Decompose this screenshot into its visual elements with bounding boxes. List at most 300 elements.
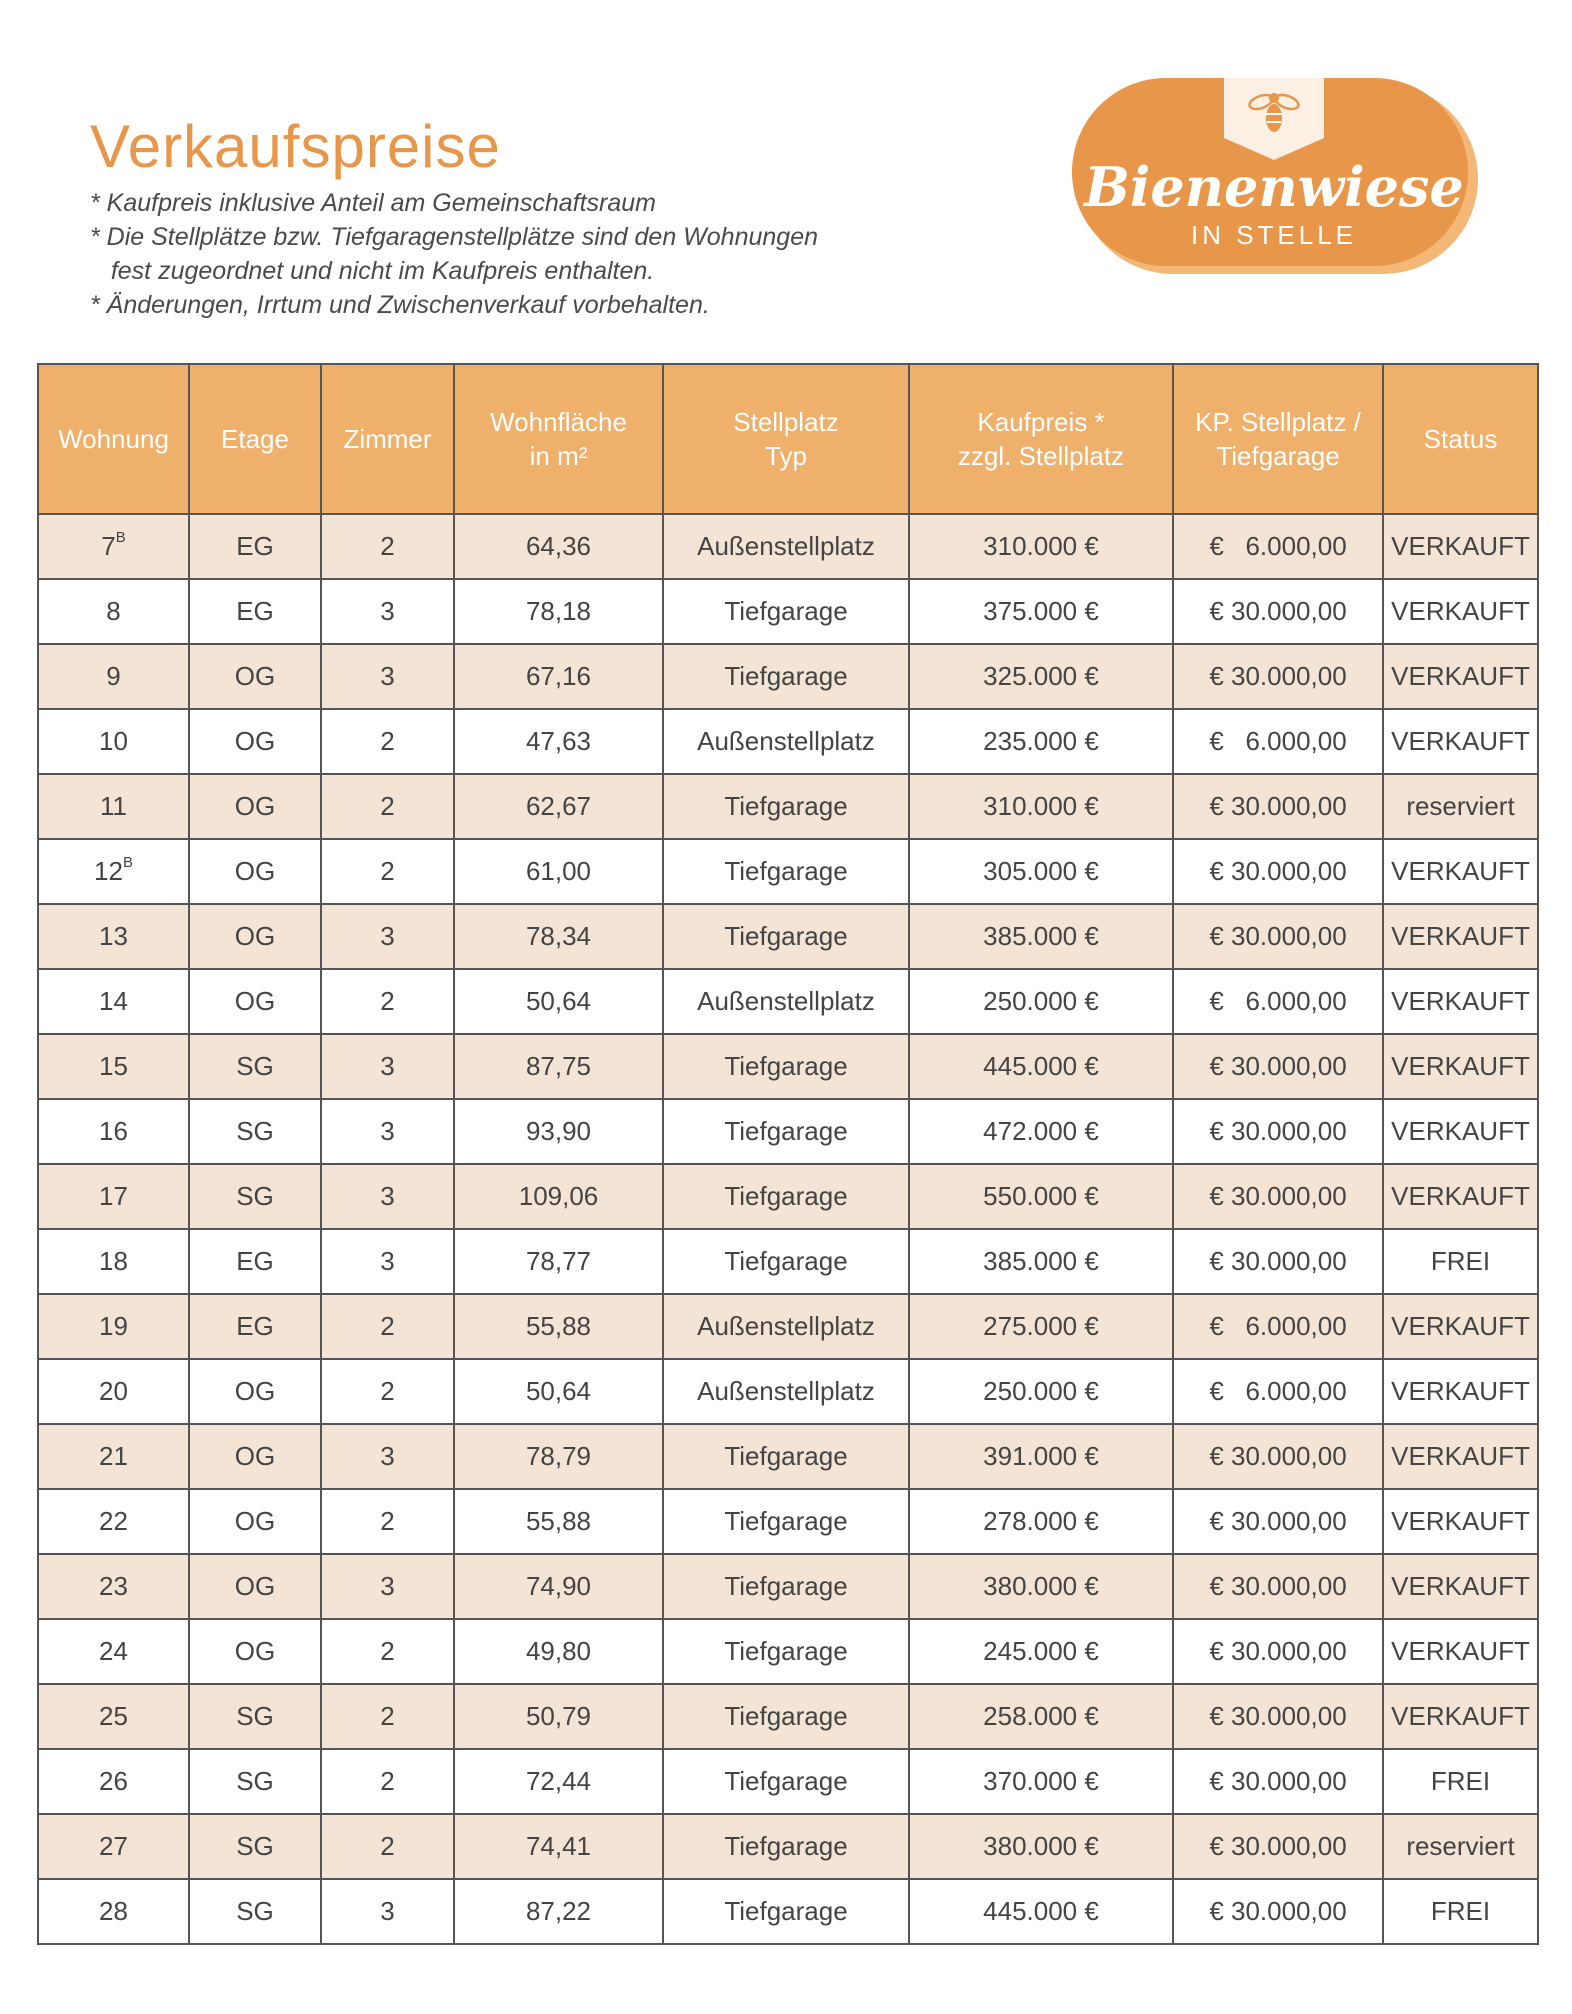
stellplatz-typ-cell — [663, 904, 909, 969]
status-cell-value: FREI — [1430, 1246, 1491, 1276]
kaufpreis-cell — [909, 1359, 1173, 1424]
wohnflaeche-cell — [454, 1099, 663, 1164]
col-etage-header — [189, 364, 321, 514]
stellplatz-typ-cell — [663, 1619, 909, 1684]
status-cell — [1383, 1489, 1538, 1554]
wohnflaeche-cell-value: 74,41 — [525, 1831, 592, 1861]
zimmer-cell — [321, 1424, 454, 1489]
table-row — [38, 1879, 1538, 1944]
zimmer-cell — [321, 1749, 454, 1814]
wohnflaeche-cell — [454, 1684, 663, 1749]
kp-stellplatz-cell-value: € 30.000,00 — [1209, 1636, 1347, 1666]
etage-cell — [189, 644, 321, 709]
zimmer-cell — [321, 1359, 454, 1424]
header-label: in m² — [529, 441, 588, 471]
table-row — [38, 1099, 1538, 1164]
status-cell-value: VERKAUFT — [1391, 1181, 1530, 1211]
status-cell-value: FREI — [1430, 1766, 1491, 1796]
etage-cell — [189, 1684, 321, 1749]
table-row — [38, 969, 1538, 1034]
wohnflaeche-cell-value: 55,88 — [525, 1311, 592, 1341]
wohnung-cell — [38, 1359, 189, 1424]
zimmer-cell — [321, 709, 454, 774]
kaufpreis-cell-value: 375.000 € — [983, 596, 1099, 626]
status-cell-value: reserviert — [1406, 1831, 1515, 1861]
kaufpreis-cell — [909, 709, 1173, 774]
zimmer-cell — [321, 1164, 454, 1229]
wohnflaeche-cell — [454, 904, 663, 969]
status-cell — [1383, 1814, 1538, 1879]
etage-cell — [189, 579, 321, 644]
status-cell — [1383, 1034, 1538, 1099]
kp-stellplatz-cell — [1173, 839, 1383, 904]
wohnflaeche-cell — [454, 969, 663, 1034]
zimmer-cell — [321, 1684, 454, 1749]
table-header-row — [38, 364, 1538, 514]
kp-stellplatz-cell-value: € 30.000,00 — [1209, 1506, 1347, 1536]
status-cell — [1383, 1554, 1538, 1619]
wohnung-cell-value: 14 — [99, 986, 128, 1016]
stellplatz-typ-cell-value: Tiefgarage — [724, 791, 848, 821]
etage-cell-value: EG — [236, 1246, 274, 1276]
stellplatz-typ-cell-value: Außenstellplatz — [697, 1311, 875, 1341]
wohnung-cell-value: 28 — [99, 1896, 128, 1926]
status-cell — [1383, 1164, 1538, 1229]
kaufpreis-cell — [909, 904, 1173, 969]
kp-stellplatz-cell — [1173, 969, 1383, 1034]
kp-stellplatz-cell — [1173, 1034, 1383, 1099]
kaufpreis-cell-value: 305.000 € — [983, 856, 1099, 886]
kaufpreis-cell — [909, 1814, 1173, 1879]
etage-cell — [189, 1619, 321, 1684]
table-row — [38, 1684, 1538, 1749]
kaufpreis-cell-value: 250.000 € — [983, 1376, 1099, 1406]
zimmer-cell-value: 2 — [380, 1766, 395, 1796]
status-cell — [1383, 1099, 1538, 1164]
stellplatz-typ-cell-value: Tiefgarage — [724, 1441, 848, 1471]
etage-cell-value: OG — [234, 856, 276, 886]
status-cell-value: VERKAUFT — [1391, 921, 1530, 951]
zimmer-cell — [321, 579, 454, 644]
kp-stellplatz-cell — [1173, 1489, 1383, 1554]
zimmer-cell — [321, 774, 454, 839]
etage-cell-value: OG — [234, 726, 276, 756]
kp-stellplatz-cell-value: € 30.000,00 — [1209, 921, 1347, 951]
wohnung-cell — [38, 1294, 189, 1359]
status-cell — [1383, 1424, 1538, 1489]
brand-logo — [1072, 74, 1482, 284]
wohnflaeche-cell — [454, 1359, 663, 1424]
wohnflaeche-cell-value: 72,44 — [525, 1766, 592, 1796]
wohnflaeche-cell — [454, 514, 663, 579]
etage-cell-value: OG — [234, 1376, 276, 1406]
wohnung-cell — [38, 1229, 189, 1294]
etage-cell-value: EG — [236, 531, 274, 561]
kaufpreis-cell — [909, 579, 1173, 644]
kaufpreis-cell-value: 310.000 € — [983, 791, 1099, 821]
kaufpreis-cell-value: 258.000 € — [983, 1701, 1099, 1731]
wohnung-cell — [38, 839, 189, 904]
status-cell-value: reserviert — [1406, 791, 1515, 821]
wohnflaeche-cell — [454, 1229, 663, 1294]
kaufpreis-cell-value: 380.000 € — [983, 1831, 1099, 1861]
kp-stellplatz-cell-value: € 6.000,00 — [1209, 986, 1347, 1016]
wohnflaeche-cell-value: 50,64 — [525, 1376, 592, 1406]
wohnflaeche-cell-value: 109,06 — [518, 1181, 599, 1211]
stellplatz-typ-cell — [663, 514, 909, 579]
etage-cell — [189, 1359, 321, 1424]
stellplatz-typ-cell — [663, 1879, 909, 1944]
etage-cell-value: SG — [236, 1051, 274, 1081]
stellplatz-typ-cell-value: Tiefgarage — [724, 1636, 848, 1666]
etage-cell-value: EG — [236, 596, 274, 626]
kp-stellplatz-cell — [1173, 1359, 1383, 1424]
etage-cell-value: OG — [234, 661, 276, 691]
kp-stellplatz-cell-value: € 30.000,00 — [1209, 1831, 1347, 1861]
status-cell — [1383, 1619, 1538, 1684]
status-cell — [1383, 1879, 1538, 1944]
wohnung-cell-value: 13 — [99, 921, 128, 951]
wohnung-cell-value: 9 — [106, 661, 121, 691]
wohnung-cell-value: 24 — [99, 1636, 128, 1666]
stellplatz-typ-cell — [663, 1749, 909, 1814]
kaufpreis-cell-value: 275.000 € — [983, 1311, 1099, 1341]
table-row — [38, 1034, 1538, 1099]
wohnflaeche-cell-value: 78,18 — [525, 596, 592, 626]
etage-cell — [189, 1554, 321, 1619]
wohnflaeche-cell — [454, 1749, 663, 1814]
etage-cell — [189, 1424, 321, 1489]
zimmer-cell-value: 2 — [380, 1701, 395, 1731]
zimmer-cell — [321, 1489, 454, 1554]
kaufpreis-cell-value: 235.000 € — [983, 726, 1099, 756]
header-label: Stellplatz — [733, 407, 839, 437]
kp-stellplatz-cell — [1173, 1294, 1383, 1359]
logo-wordmark: Bienenwiese — [1084, 155, 1464, 219]
kp-stellplatz-cell — [1173, 1099, 1383, 1164]
kp-stellplatz-cell-value: € 30.000,00 — [1209, 1246, 1347, 1276]
kp-stellplatz-cell — [1173, 774, 1383, 839]
kaufpreis-cell — [909, 1099, 1173, 1164]
kaufpreis-cell-value: 385.000 € — [983, 1246, 1099, 1276]
kp-stellplatz-cell-value: € 30.000,00 — [1209, 661, 1347, 691]
kaufpreis-cell — [909, 1489, 1173, 1554]
stellplatz-typ-cell — [663, 1294, 909, 1359]
kp-stellplatz-cell-value: € 30.000,00 — [1209, 1571, 1347, 1601]
kp-stellplatz-cell-value: € 30.000,00 — [1209, 596, 1347, 626]
etage-cell — [189, 774, 321, 839]
etage-cell — [189, 1879, 321, 1944]
kp-stellplatz-cell — [1173, 904, 1383, 969]
kp-stellplatz-cell-value: € 30.000,00 — [1209, 856, 1347, 886]
kp-stellplatz-cell — [1173, 579, 1383, 644]
kp-stellplatz-cell — [1173, 1554, 1383, 1619]
wohnung-cell-value: 26 — [99, 1766, 128, 1796]
wohnflaeche-cell — [454, 709, 663, 774]
stellplatz-typ-cell — [663, 709, 909, 774]
stellplatz-typ-cell-value: Tiefgarage — [724, 1571, 848, 1601]
etage-cell-value: EG — [236, 1311, 274, 1341]
table-row — [38, 709, 1538, 774]
zimmer-cell — [321, 1879, 454, 1944]
zimmer-cell-value: 3 — [380, 1441, 395, 1471]
wohnflaeche-cell-value: 49,80 — [525, 1636, 592, 1666]
status-cell-value: VERKAUFT — [1391, 1311, 1530, 1341]
zimmer-cell-value: 2 — [380, 1311, 395, 1341]
etage-cell-value: OG — [234, 1571, 276, 1601]
kaufpreis-cell — [909, 1879, 1173, 1944]
kaufpreis-cell — [909, 1619, 1173, 1684]
kp-stellplatz-cell — [1173, 1229, 1383, 1294]
stellplatz-typ-cell — [663, 1164, 909, 1229]
kaufpreis-cell — [909, 1229, 1173, 1294]
wohnflaeche-cell — [454, 774, 663, 839]
kaufpreis-cell — [909, 1294, 1173, 1359]
zimmer-cell-value: 3 — [380, 1896, 395, 1926]
wohnung-cell — [38, 1749, 189, 1814]
zimmer-cell-value: 2 — [380, 791, 395, 821]
kaufpreis-cell — [909, 969, 1173, 1034]
note-item: fest zugeordnet und nicht im Kaufpreis enthalten. — [90, 257, 655, 285]
kaufpreis-cell — [909, 839, 1173, 904]
etage-cell — [189, 969, 321, 1034]
kaufpreis-cell — [909, 1034, 1173, 1099]
status-cell — [1383, 644, 1538, 709]
wohnflaeche-cell-value: 55,88 — [525, 1506, 592, 1536]
wohnung-cell — [38, 774, 189, 839]
wohnung-cell — [38, 709, 189, 774]
table-row — [38, 1359, 1538, 1424]
status-cell-value: VERKAUFT — [1391, 1506, 1530, 1536]
note-item: * Änderungen, Irrtum und Zwischenverkauf vorbehalten. — [90, 291, 710, 319]
status-cell-value: VERKAUFT — [1391, 986, 1530, 1016]
header-label: zzgl. Stellplatz — [957, 441, 1125, 471]
etage-cell — [189, 904, 321, 969]
etage-cell-value: SG — [236, 1181, 274, 1211]
zimmer-cell-value: 2 — [380, 726, 395, 756]
wohnflaeche-cell — [454, 1424, 663, 1489]
wohnflaeche-cell-value: 74,90 — [525, 1571, 592, 1601]
wohnung-cell-value: 23 — [99, 1571, 128, 1601]
table-row — [38, 774, 1538, 839]
zimmer-cell-value: 2 — [380, 856, 395, 886]
status-cell — [1383, 839, 1538, 904]
stellplatz-typ-cell-value: Tiefgarage — [724, 1181, 848, 1211]
table-row — [38, 579, 1538, 644]
etage-cell — [189, 514, 321, 579]
page-title: Verkaufspreise — [90, 113, 501, 180]
stellplatz-typ-cell — [663, 1684, 909, 1749]
table-row — [38, 514, 1538, 579]
wohnung-cell — [38, 1554, 189, 1619]
wohnflaeche-cell — [454, 579, 663, 644]
wohnung-cell — [38, 644, 189, 709]
etage-cell-value: SG — [236, 1116, 274, 1146]
kaufpreis-cell-value: 250.000 € — [983, 986, 1099, 1016]
wohnung-cell — [38, 579, 189, 644]
etage-cell-value: OG — [234, 1441, 276, 1471]
wohnflaeche-cell-value: 78,79 — [525, 1441, 592, 1471]
wohnflaeche-cell-value: 67,16 — [525, 661, 592, 691]
zimmer-cell — [321, 1619, 454, 1684]
zimmer-cell-value: 2 — [380, 1376, 395, 1406]
etage-cell — [189, 1294, 321, 1359]
zimmer-cell-value: 3 — [380, 596, 395, 626]
kaufpreis-cell-value: 385.000 € — [983, 921, 1099, 951]
wohnung-cell-value: 11 — [100, 791, 127, 821]
etage-cell-value: SG — [236, 1766, 274, 1796]
stellplatz-typ-cell — [663, 969, 909, 1034]
status-cell-value: VERKAUFT — [1391, 856, 1530, 886]
wohnung-cell — [38, 1619, 189, 1684]
stellplatz-typ-cell-value: Tiefgarage — [724, 1246, 848, 1276]
status-cell-value: VERKAUFT — [1391, 1636, 1530, 1666]
status-cell-value: VERKAUFT — [1391, 1051, 1530, 1081]
etage-cell — [189, 1164, 321, 1229]
wohnung-cell — [38, 1034, 189, 1099]
col-kaufpreis-header — [909, 364, 1173, 514]
wohnflaeche-cell-value: 50,79 — [525, 1701, 592, 1731]
etage-cell — [189, 839, 321, 904]
zimmer-cell-value: 3 — [380, 1571, 395, 1601]
table-row — [38, 904, 1538, 969]
zimmer-cell-value: 3 — [380, 1246, 395, 1276]
kaufpreis-cell — [909, 1684, 1173, 1749]
zimmer-cell-value: 3 — [380, 1181, 395, 1211]
etage-cell-value: OG — [234, 1506, 276, 1536]
stellplatz-typ-cell — [663, 1099, 909, 1164]
zimmer-cell — [321, 1814, 454, 1879]
status-cell-value: VERKAUFT — [1391, 1116, 1530, 1146]
wohnung-cell — [38, 1814, 189, 1879]
zimmer-cell-value: 3 — [380, 1116, 395, 1146]
kaufpreis-cell-value: 380.000 € — [983, 1571, 1099, 1601]
status-cell — [1383, 904, 1538, 969]
header-label: Status — [1423, 424, 1498, 454]
zimmer-cell — [321, 904, 454, 969]
col-zimmer-header — [321, 364, 454, 514]
status-cell — [1383, 1684, 1538, 1749]
kp-stellplatz-cell-value: € 30.000,00 — [1209, 1441, 1347, 1471]
wohnung-cell-value: 7 — [101, 531, 116, 561]
stellplatz-typ-cell-value: Tiefgarage — [724, 1116, 848, 1146]
kp-stellplatz-cell-value: € 6.000,00 — [1209, 1376, 1347, 1406]
etage-cell-value: OG — [234, 986, 276, 1016]
etage-cell — [189, 1489, 321, 1554]
zimmer-cell-value: 2 — [380, 531, 395, 561]
stellplatz-typ-cell — [663, 579, 909, 644]
status-cell — [1383, 774, 1538, 839]
kaufpreis-cell — [909, 514, 1173, 579]
kp-stellplatz-cell-value: € 30.000,00 — [1209, 1701, 1347, 1731]
stellplatz-typ-cell — [663, 774, 909, 839]
kaufpreis-cell — [909, 1424, 1173, 1489]
zimmer-cell — [321, 1034, 454, 1099]
zimmer-cell — [321, 1229, 454, 1294]
wohnung-cell-value: 15 — [99, 1051, 128, 1081]
stellplatz-typ-cell — [663, 1489, 909, 1554]
kaufpreis-cell-value: 391.000 € — [983, 1441, 1099, 1471]
kaufpreis-cell — [909, 774, 1173, 839]
kaufpreis-cell — [909, 1164, 1173, 1229]
kaufpreis-cell — [909, 1749, 1173, 1814]
wohnflaeche-cell — [454, 1554, 663, 1619]
note-item: * Kaufpreis inklusive Anteil am Gemeinschaftsraum — [90, 189, 656, 217]
status-cell — [1383, 579, 1538, 644]
status-cell-value: VERKAUFT — [1391, 1441, 1530, 1471]
wohnflaeche-cell-value: 78,34 — [525, 921, 592, 951]
status-cell-value: VERKAUFT — [1391, 661, 1530, 691]
table-row — [38, 1619, 1538, 1684]
status-cell-value: VERKAUFT — [1391, 726, 1530, 756]
stellplatz-typ-cell-value: Tiefgarage — [724, 1051, 848, 1081]
wohnflaeche-cell — [454, 839, 663, 904]
logo-subtitle: IN STELLE — [1190, 220, 1358, 250]
kaufpreis-cell — [909, 644, 1173, 709]
wohnung-cell-value: 21 — [99, 1441, 128, 1471]
wohnflaeche-cell-value: 87,75 — [525, 1051, 592, 1081]
wohnflaeche-cell — [454, 644, 663, 709]
kp-stellplatz-cell-value: € 30.000,00 — [1209, 1116, 1347, 1146]
wohnflaeche-cell-value: 61,00 — [525, 856, 592, 886]
stellplatz-typ-cell — [663, 1229, 909, 1294]
status-cell — [1383, 1229, 1538, 1294]
stellplatz-typ-cell — [663, 1359, 909, 1424]
kp-stellplatz-cell — [1173, 1879, 1383, 1944]
kp-stellplatz-cell-value: € 30.000,00 — [1209, 1896, 1347, 1926]
wohnflaeche-cell — [454, 1034, 663, 1099]
etage-cell — [189, 1229, 321, 1294]
table-body — [38, 514, 1538, 1944]
stellplatz-typ-cell — [663, 1034, 909, 1099]
etage-cell — [189, 1034, 321, 1099]
kp-stellplatz-cell-value: € 30.000,00 — [1209, 791, 1347, 821]
kp-stellplatz-cell-value: € 30.000,00 — [1209, 1051, 1347, 1081]
header-label: Zimmer — [343, 424, 432, 454]
stellplatz-typ-cell-value: Tiefgarage — [724, 1831, 848, 1861]
etage-cell-value: SG — [236, 1831, 274, 1861]
status-cell-value: FREI — [1430, 1896, 1491, 1926]
etage-cell-value: SG — [236, 1896, 274, 1926]
zimmer-cell — [321, 514, 454, 579]
table-row — [38, 839, 1538, 904]
stellplatz-typ-cell-value: Tiefgarage — [724, 596, 848, 626]
wohnung-cell — [38, 514, 189, 579]
wohnung-cell — [38, 1879, 189, 1944]
wohnflaeche-cell — [454, 1879, 663, 1944]
header-label: Wohnfläche — [490, 407, 627, 437]
wohnung-cell — [38, 1489, 189, 1554]
wohnflaeche-cell-value: 50,64 — [525, 986, 592, 1016]
notes-list — [90, 186, 818, 322]
header-label: Tiefgarage — [1216, 441, 1340, 471]
kp-stellplatz-cell-value: € 30.000,00 — [1209, 1766, 1347, 1796]
table-row — [38, 1294, 1538, 1359]
zimmer-cell — [321, 969, 454, 1034]
stellplatz-typ-cell-value: Tiefgarage — [724, 856, 848, 886]
zimmer-cell-value: 3 — [380, 1051, 395, 1081]
wohnung-cell-value: 16 — [99, 1116, 128, 1146]
stellplatz-typ-cell-value: Außenstellplatz — [697, 986, 875, 1016]
etage-cell-value: OG — [234, 921, 276, 951]
wohnung-cell-value: 27 — [99, 1831, 128, 1861]
kp-stellplatz-cell-value: € 6.000,00 — [1209, 726, 1347, 756]
table-row — [38, 1749, 1538, 1814]
zimmer-cell-value: 3 — [380, 921, 395, 951]
wohnung-cell-value: 19 — [99, 1311, 128, 1341]
wohnflaeche-cell — [454, 1294, 663, 1359]
kaufpreis-cell-value: 445.000 € — [983, 1051, 1099, 1081]
